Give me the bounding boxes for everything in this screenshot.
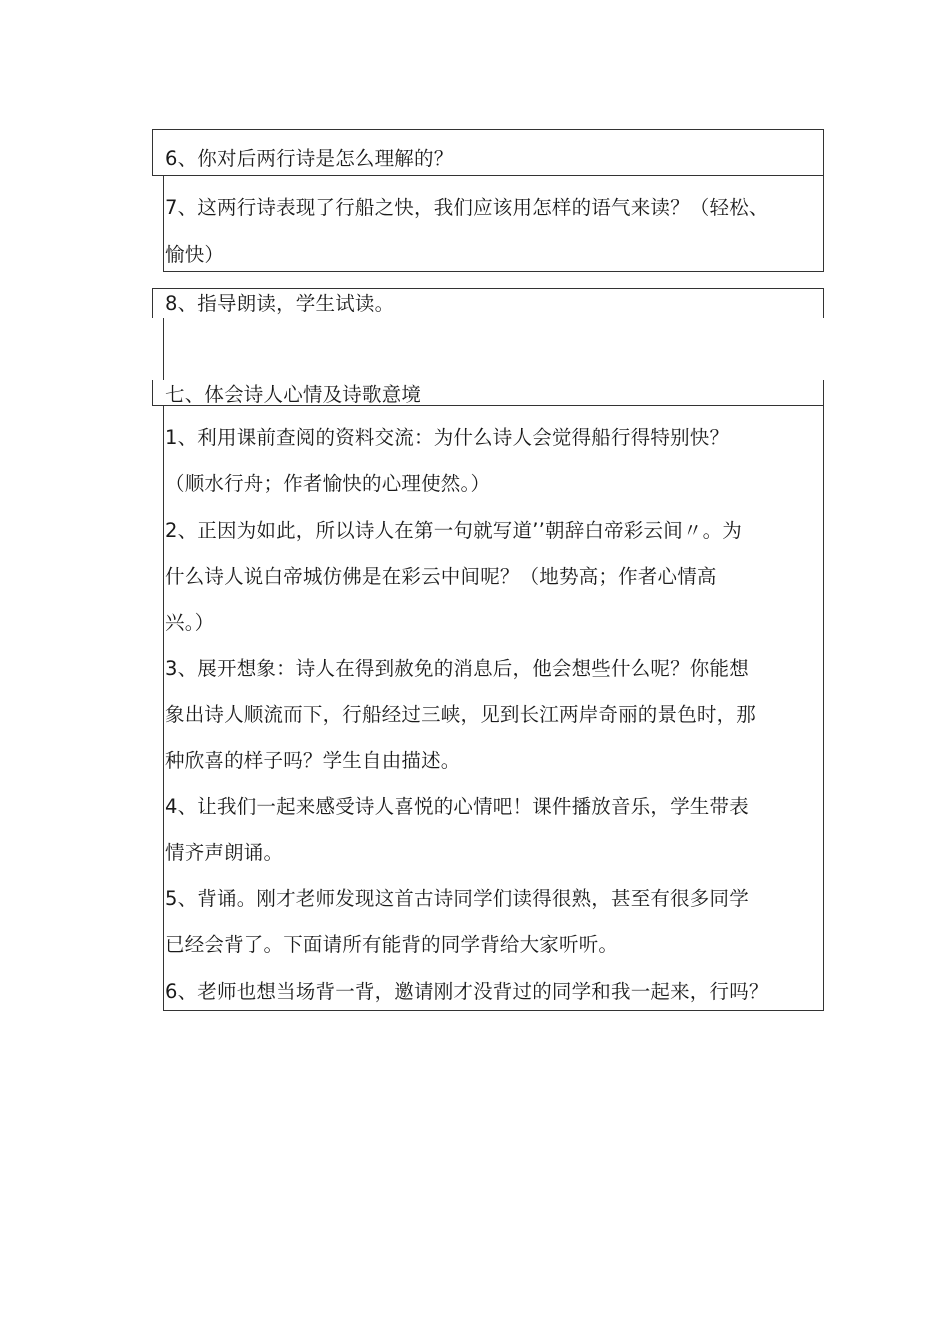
item-5-line2: 已经会背了。下面请所有能背的同学背给大家听听。 — [165, 933, 619, 956]
q6-text: 6、你对后两行诗是怎么理解的？ — [165, 147, 454, 170]
q7-text-line2: 愉快） — [165, 243, 225, 266]
item-4-line2: 情齐声朗诵。 — [165, 841, 284, 864]
item-5-line1: 5、背诵。刚才老师发现这首古诗同学们读得很熟，甚至有很多同学 — [165, 887, 749, 910]
item-4-line1: 4、让我们一起来感受诗人喜悦的心情吧！课件播放音乐，学生带表 — [165, 795, 749, 818]
item-3-line1: 3、展开想象：诗人在得到赦免的消息后，他会想些什么呢？你能想 — [165, 657, 749, 680]
border-gap-left — [150, 318, 154, 380]
q7-text-line1: 7、这两行诗表现了行船之快，我们应该用怎样的语气来读？（轻松、 — [165, 196, 769, 219]
item-1-line1: 1、利用课前查阅的资料交流：为什么诗人会觉得船行得特别快？ — [165, 426, 730, 449]
item-2-line3: 兴。） — [165, 611, 215, 634]
q8-text: 8、指导朗读，学生试读。 — [165, 292, 395, 315]
table-cell-q7 — [163, 175, 824, 272]
section-7-heading: 七、体会诗人心情及诗歌意境 — [165, 383, 422, 406]
item-6-line1: 6、老师也想当场背一背，邀请刚才没背过的同学和我一起来，行吗？ — [165, 980, 769, 1003]
item-2-line1: 2、正因为如此，所以诗人在第一句就写道’’朝辞白帝彩云间〃。为 — [165, 519, 743, 542]
border-gap-right — [821, 318, 826, 380]
item-2-line2: 什么诗人说白帝城仿佛是在彩云中间呢？（地势高；作者心情高 — [165, 565, 717, 588]
item-1-line2: （顺水行舟；作者愉快的心理使然。） — [165, 472, 491, 495]
item-3-line3: 种欣喜的样子吗？学生自由描述。 — [165, 749, 461, 772]
border-inner-left — [163, 318, 164, 380]
item-3-line2: 象出诗人顺流而下，行船经过三峡，见到长江两岸奇丽的景色时，那 — [165, 703, 757, 726]
